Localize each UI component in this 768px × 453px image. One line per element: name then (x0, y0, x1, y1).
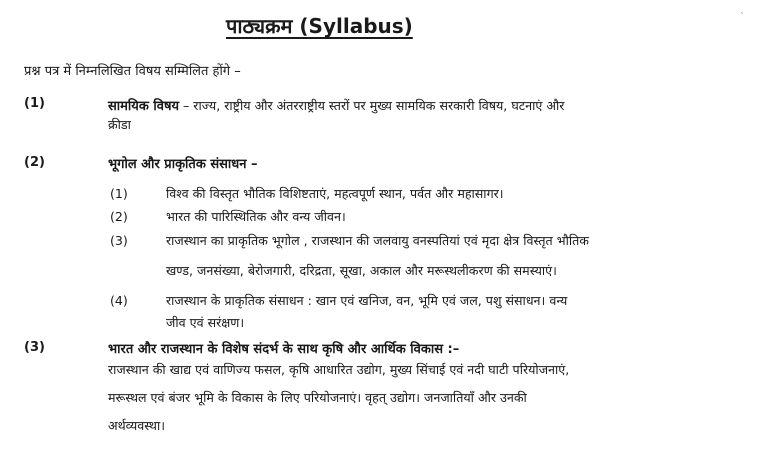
page-title: पाठ्यक्रम (Syllabus) (226, 14, 413, 38)
section-2-item-2-number: (2) (110, 209, 128, 224)
section-1-heading: सामयिक विषय (108, 99, 179, 114)
scan-mark: ` (740, 12, 745, 23)
section-2-item-1-text: विश्व की विस्तृत भौतिक विशिष्टताएं, महत्वपूर्ण स्थान, पर्वत और महासागर। (166, 186, 504, 201)
section-2-item-1-number: (1) (110, 186, 128, 201)
section-1-text: – राज्य, राष्ट्रीय और अंतरराष्ट्रीय स्तरों पर मुख्य सामयिक सरकारी विषय, घटनाएं और (179, 98, 565, 113)
section-1-line2: क्रीडा (108, 117, 131, 132)
section-2-item-3-text-cont: खण्ड, जनसंख्या, बेरोजगारी, दरिद्रता, सूखा, अकाल और मरूस्थलीकरण की समस्याएं। (166, 263, 557, 278)
section-2-item-4-text: राजस्थान के प्राकृतिक संसाधन : खान एवं खनिज, वन, भूमि एवं जल, पशु संसाधन। वन्य (166, 293, 568, 308)
section-2-item-4-text-cont: जीव एवं सरंक्षण। (166, 315, 245, 330)
section-1-line1 (108, 95, 564, 114)
section-3-line2: मरूस्थल एवं बंजर भूमि के विकास के लिए परियोजनाएं। वृहत् उद्योग। जनजातियाँ और उनकी (108, 390, 527, 405)
section-2-item-2-text: भारत की पारिस्थितिक और वन्य जीवन। (166, 209, 346, 224)
section-2-item-3-number: (3) (110, 233, 128, 248)
section-2-heading: भूगोल और प्राकृतिक संसाधन – (108, 157, 258, 172)
intro-text: प्रश्न पत्र में निम्नलिखित विषय सम्मिलित होंगे – (24, 64, 241, 79)
section-3-number: (3) (24, 340, 45, 355)
section-3-heading: भारत और राजस्थान के विशेष संदर्भ के साथ कृषि और आर्थिक विकास :– (108, 342, 460, 357)
section-1-number: (1) (24, 96, 45, 111)
section-2-number: (2) (24, 155, 45, 170)
section-2-item-3-text: राजस्थान का प्राकृतिक भूगोल , राजस्थान की जलवायु वनस्पतियां एवं मृदा क्षेत्र विस्तृत भौतिक (166, 233, 589, 248)
section-3-line3: अर्थव्यवस्था। (108, 418, 166, 433)
section-2-item-4-number: (4) (110, 293, 128, 308)
section-3-line1: राजस्थान की खाद्य एवं वाणिज्य फसल, कृषि आधारित उद्योग, मुख्य सिंचाई एवं नदी घाटी परियोजनाएं, (108, 362, 570, 377)
